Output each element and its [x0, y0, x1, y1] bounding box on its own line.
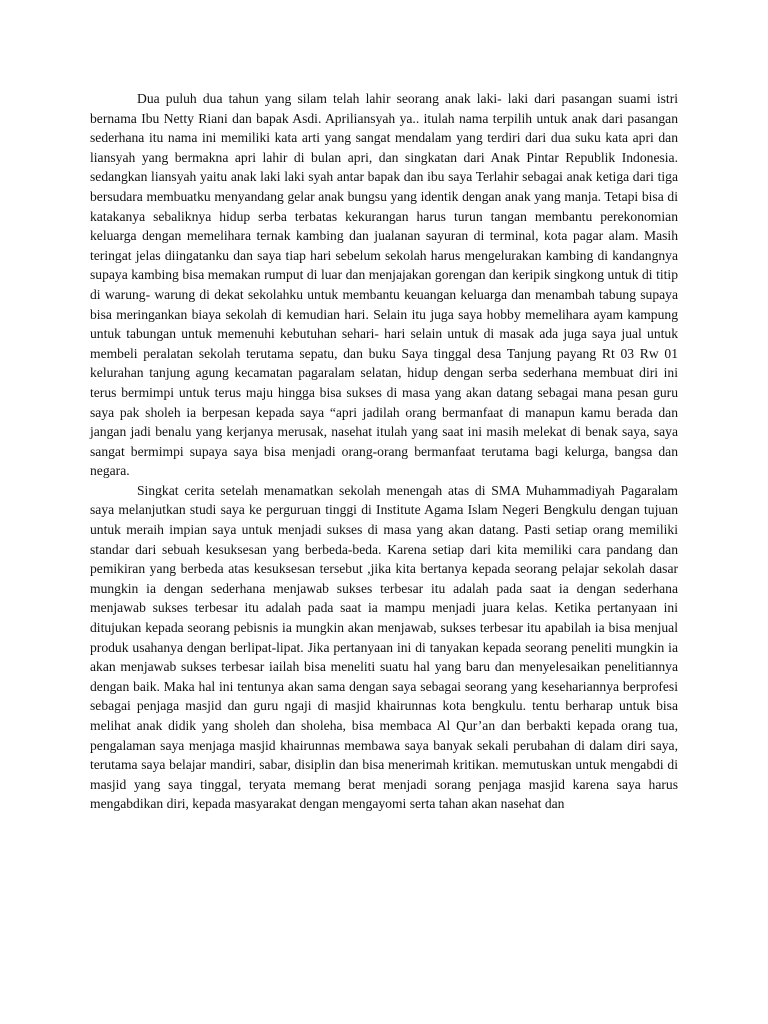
paragraph-2: Singkat cerita setelah menamatkan sekolah menengah atas di SMA Muhammadiyah Pagaralam saya melanjutkan studi saya ke perguruan tinggi di Institute Agama Islam Negeri Bengkulu dengan tujuan untuk meraih impian saya untuk menjadi sukses di masa yang akan datang. Pasti setiap orang memiliki standar dari sebuah kesuksesan yang berbeda-beda. Karena setiap dari kita memiliki cara pandang dan pemikiran yang berbeda atas kesuksesan tersebut ,jika kita bertanya kepada seorang pelajar sekolah dasar mungkin ia dengan sederhana menjawab sukses terbesar itu adalah pada saat ia dengan sederhana menjawab sukses terbesar itu adalah pada saat ia mampu menjadi juara kelas. Ketika pertanyaan ini ditujukan kepada seorang pebisnis ia mungkin akan menjawab, sukses terbesar itu apabilah ia bisa menjual produk usahanya dengan berlipat-lipat. Jika pertanyaan ini di tanyakan kepada seorang peneliti mungkin ia akan menjawab sukses terbesar iailah bisa meneliti suatu hal yang baru dan menyelesaikan penelitiannya dengan baik. Maka hal ini tentunya akan sama dengan saya sebagai seorang yang kesehariannya berprofesi sebagai penjaga masjid dan guru ngaji di masjid khairunnas kota bengkulu. tentu berharap untuk bisa melihat anak didik yang sholeh dan sholeha, bisa membaca Al Qur’an dan berbakti kepada orang tua, pengalaman saya menjaga masjid khairunnas membawa saya banyak sekali perubahan di dalam diri saya, terutama saya belajar mandiri, sabar, disiplin dan bisa menerimah kritikan. memutuskan untuk mengabdi di masjid yang saya tinggal, teryata memang berat menjadi sorang penjaga masjid karena saya harus mengabdikan diri, kepada masyarakat dengan mengayomi serta tahan akan nasehat dan [90, 482, 678, 812]
paragraph-1: Dua puluh dua tahun yang silam telah lahir seorang anak laki- laki dari pasangan suami istri bernama Ibu Netty Riani dan bapak Asdi. Apriliansyah ya.. itulah nama terpilih untuk anak dari pasangan sederhana itu nama ini memiliki kata arti yang sangat mendalam yang terdiri dari dua suku kata apri dan liansyah yang bermakna apri lahir di bulan apri, dan singkatan dari Anak Pintar Republik Indonesia. sedangkan liansyah yaitu anak laki laki syah antar bapak dan ibu saya Terlahir sebagai anak ketiga dari tiga bersudara membuatku menyandang gelar anak bungsu yang identik dengan anak yang manja. Tetapi bisa di katakanya sebaliknya hidup serba terbatas kekurangan harus turun tangan membantu perekonomian keluarga dengan memelihara ternak kambing dan jualanan sayuran di terminal, kota pagar alam. Masih teringat jelas diingatanku dan saya tiap hari sebelum sekolah harus mengelurakan kambing di kandangnya supaya kambing bisa memakan rumput di luar dan menjajakan gorengan dan keripik singkong untuk di titip di warung- warung di dekat sekolahku untuk membantu keuangan keluarga dan menambah tabung supaya bisa meringankan biaya sekolah di kemudian hari. Selain itu juga saya hobby memelihara ayam kampung untuk tabungan untuk memenuhi kebutuhan sehari- hari selain untuk di masak ada juga saya jual untuk membeli peralatan sekolah terutama sepatu, dan buku Saya tinggal desa Tanjung payang Rt 03 Rw 01 kelurahan tanjung agung kecamatan pagaralam selatan, hidup dengan serba sederhana membuat diri ini terus bermimpi untuk terus maju hingga bisa sukses di masa yang akan datang sebagai mana pesan guru saya pak sholeh ia berpesan kepada saya “apri jadilah orang bermanfaat di manapun kamu berada dan jangan jadi benalu yang kerjanya merusak, nasehat itulah yang saat ini masih melekat di benak saya, saya sangat bermimpi supaya saya bisa menjadi orang-orang bermanfaat terutama bagi kelurga, bangsa dan negara. [90, 91, 678, 479]
document-body [90, 89, 678, 814]
